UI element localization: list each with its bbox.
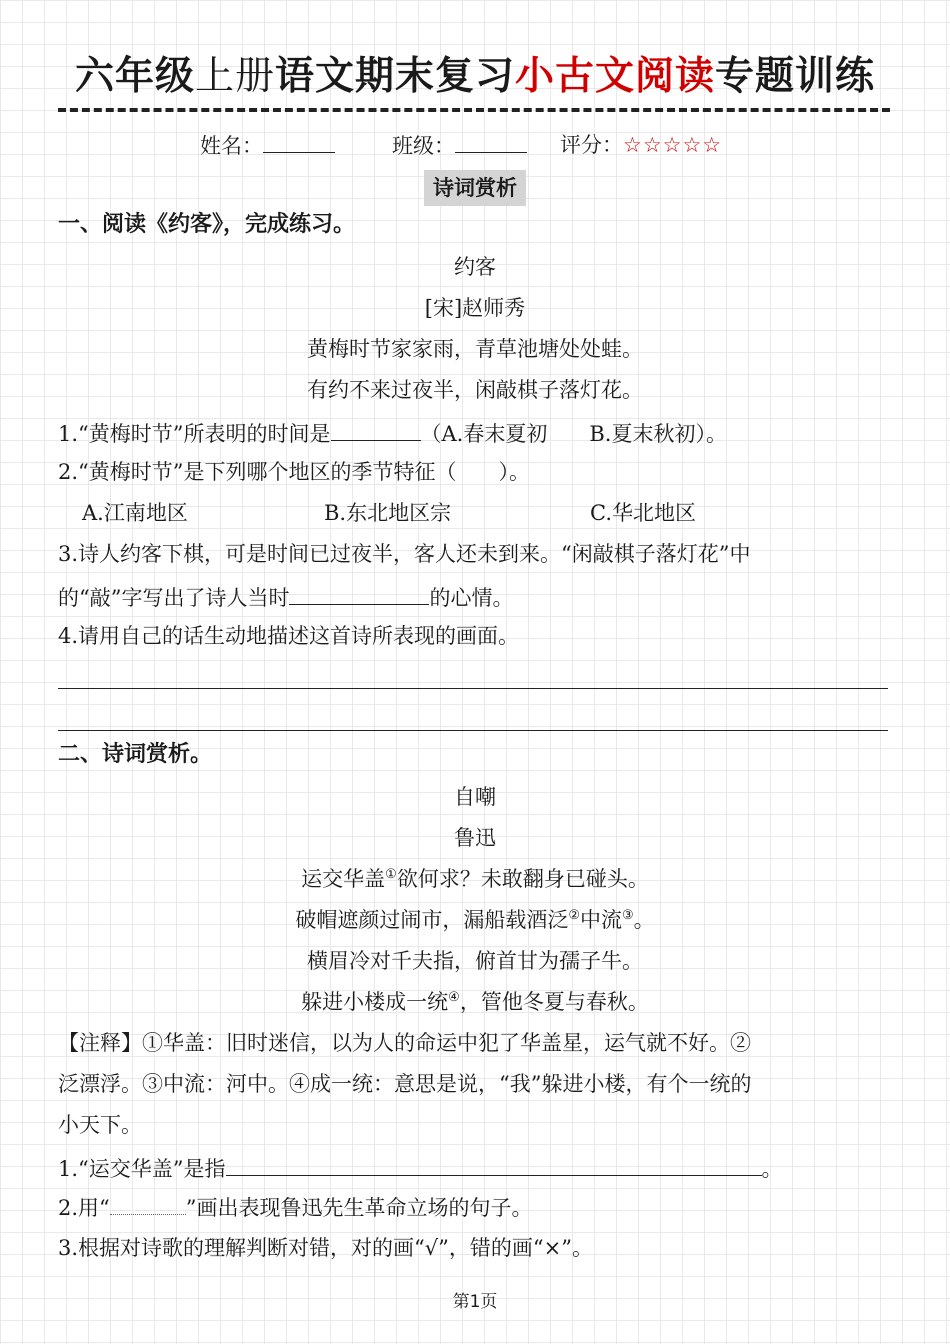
q-text: 1.“黄梅时节”所表明的时间是 bbox=[58, 422, 331, 446]
name-label: 姓名： bbox=[200, 134, 263, 158]
poem2-line: 横眉冷对千夫指，俯首甘为孺子牛。 bbox=[307, 949, 643, 973]
poem-text: 躲进小楼成一统 bbox=[301, 990, 449, 1014]
poem-text: 中流 bbox=[580, 908, 622, 932]
poem2-author: 鲁迅 bbox=[454, 826, 496, 850]
q-text: 2.用“ bbox=[58, 1196, 110, 1220]
note-marker: ② bbox=[568, 908, 580, 923]
page-title bbox=[0, 52, 950, 102]
annotation-line: 泛漂浮。③中流：河中。④成一统：意思是说，“我”躲进小楼，有个一统的 bbox=[58, 1072, 752, 1096]
part1-heading: 一、阅读《约客》，完成练习。 bbox=[58, 212, 356, 237]
q-text: 。 bbox=[761, 1157, 783, 1181]
answer-line[interactable] bbox=[58, 730, 888, 731]
class-label: 班级： bbox=[392, 134, 455, 158]
answer-blank[interactable] bbox=[226, 1151, 762, 1176]
name-field bbox=[200, 130, 335, 161]
p1-question-1 bbox=[58, 416, 727, 449]
page-number: 第1页 bbox=[452, 1292, 498, 1312]
poem1-line: 有约不来过夜半，闲敲棋子落灯花。 bbox=[307, 378, 643, 402]
q-text: ”画出表现鲁迅先生革命立场的句子。 bbox=[185, 1196, 533, 1220]
option-c[interactable]: C.华北地区 bbox=[590, 501, 696, 525]
score-label: 评分： bbox=[560, 133, 623, 157]
annotation-line: 【注释】①华盖：旧时迷信，以为人的命运中犯了华盖星，运气就不好。② bbox=[58, 1031, 751, 1055]
title-highlight: 小古文阅读 bbox=[515, 54, 716, 99]
q-text: 的“敲”字写出了诗人当时 bbox=[58, 586, 290, 610]
name-blank[interactable] bbox=[263, 130, 335, 153]
p1-question-3-cont bbox=[58, 580, 513, 613]
p2-question-2 bbox=[58, 1192, 533, 1223]
q-text: 的心情。 bbox=[429, 586, 514, 610]
title-part: 专题训练 bbox=[715, 54, 876, 99]
p1-question-2: 2.“黄梅时节”是下列哪个地区的季节特征（ ）。 bbox=[58, 460, 531, 484]
poem1-title: 约客 bbox=[454, 255, 496, 279]
q-text: （A.春末夏初 B.夏末秋初）。 bbox=[420, 422, 727, 446]
title-part: 上册 bbox=[194, 54, 275, 99]
star-rating-icon[interactable]: ☆☆☆☆☆ bbox=[623, 133, 723, 157]
poem-text: 运交华盖 bbox=[301, 867, 386, 891]
part2-heading: 二、诗词赏析。 bbox=[58, 742, 213, 767]
poem1-line: 黄梅时节家家雨，青草池塘处处蛙。 bbox=[307, 337, 643, 361]
option-b[interactable]: B.东北地区宗 bbox=[324, 501, 452, 525]
note-marker: ④ bbox=[448, 990, 460, 1005]
poem-text: ，管他冬夏与春秋。 bbox=[459, 990, 649, 1014]
section-badge: 诗词赏析 bbox=[424, 170, 526, 206]
note-marker: ③ bbox=[622, 908, 634, 923]
title-part: 语文期末复习 bbox=[274, 54, 515, 99]
class-field bbox=[392, 130, 527, 161]
option-a[interactable]: A.江南地区 bbox=[82, 501, 188, 525]
poem-text: 欲何求？未敢翻身已碰头。 bbox=[396, 867, 649, 891]
answer-blank[interactable] bbox=[289, 580, 429, 605]
title-part: 六年级 bbox=[74, 54, 195, 99]
poem2-line bbox=[0, 905, 950, 935]
q-text: 1.“运交华盖”是指 bbox=[58, 1157, 226, 1181]
poem2-title: 自嘲 bbox=[454, 785, 496, 809]
title-divider bbox=[58, 108, 890, 112]
poem1-author: [宋]赵师秀 bbox=[424, 296, 526, 320]
answer-line[interactable] bbox=[58, 688, 888, 689]
score-field bbox=[560, 130, 722, 160]
p1-question-3: 3.诗人约客下棋，可是时间已过夜半，客人还未到来。“闲敲棋子落灯花”中 bbox=[58, 542, 751, 566]
poem-text: 破帽遮颜过闹市，漏船载酒泛 bbox=[295, 908, 569, 932]
wavy-underline-sample bbox=[110, 1192, 186, 1215]
p2-question-3: 3.根据对诗歌的理解判断对错，对的画“√”，错的画“×”。 bbox=[58, 1236, 593, 1260]
annotation-line: 小天下。 bbox=[58, 1113, 142, 1137]
p2-question-1 bbox=[58, 1151, 783, 1184]
poem-text: 。 bbox=[633, 908, 655, 932]
note-marker: ① bbox=[385, 867, 397, 882]
answer-blank[interactable] bbox=[331, 416, 421, 441]
poem2-line bbox=[0, 987, 950, 1017]
student-info-row bbox=[0, 130, 950, 160]
class-blank[interactable] bbox=[455, 130, 527, 153]
p1-question-4: 4.请用自己的话生动地描述这首诗所表现的画面。 bbox=[58, 624, 520, 648]
poem2-line bbox=[0, 864, 950, 894]
